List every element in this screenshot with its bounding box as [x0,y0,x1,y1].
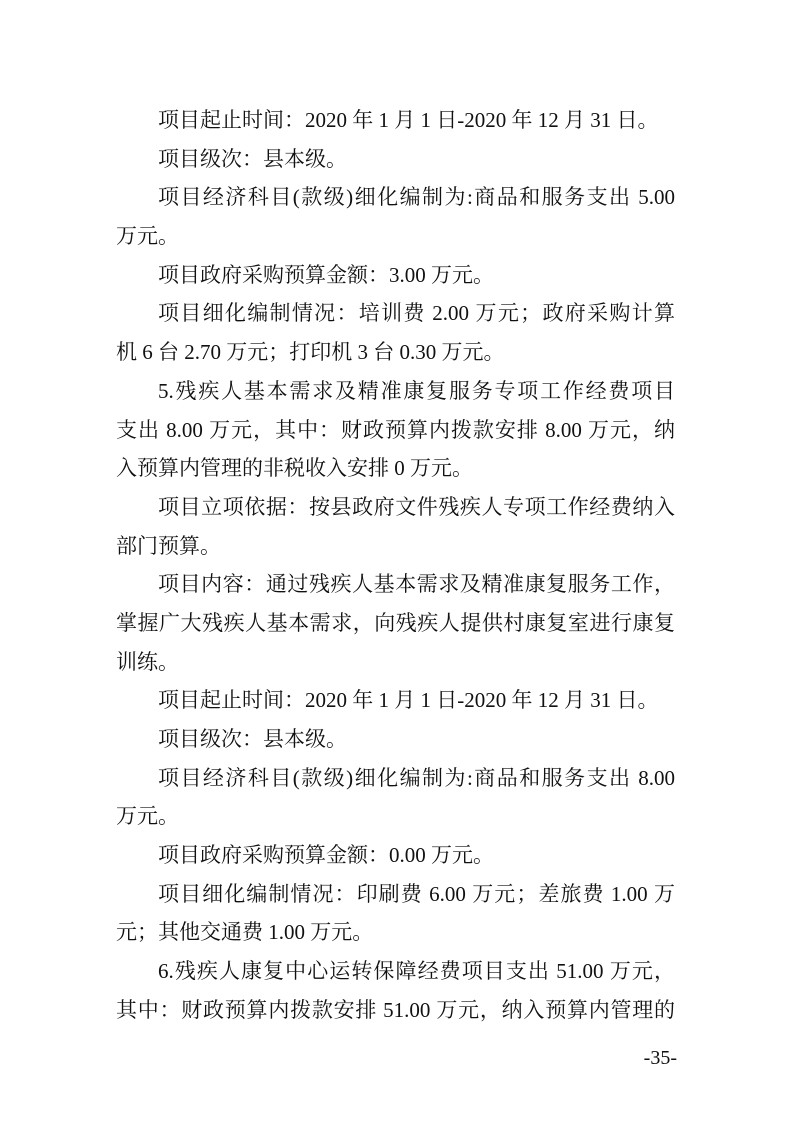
paragraph [116,140,675,179]
text-line: 部门预算。 [116,533,221,558]
text-line: 机 6 台 2.70 万元；打印机 3 台 0.30 万元。 [116,340,505,365]
text-line: 项目细化编制情况：培训费 2.00 万元；政府采购计算 [158,301,675,326]
paragraph [116,759,675,836]
text-line: 项目起止时间：2020 年 1 月 1 日-2020 年 12 月 31 日。 [158,688,659,713]
text-line: 6.残疾人康复中心运转保障经费项目支出 51.00 万元， [158,959,675,984]
text-line: 训练。 [116,649,179,674]
text-line: 元；其他交通费 1.00 万元。 [116,920,374,945]
text-line: 项目细化编制情况：印刷费 6.00 万元；差旅费 1.00 万 [158,881,675,906]
paragraph [116,681,675,720]
text-line: 项目级次：县本级。 [158,146,347,171]
text-line: 项目级次：县本级。 [158,727,347,751]
body-text [116,101,675,1030]
text-line: 项目内容：通过残疾人基本需求及精准康复服务工作， [158,572,675,597]
text-line: 其中：财政预算内拨款安排 51.00 万元，纳入预算内管理的 [116,997,675,1022]
text-line: 掌握广大残疾人基本需求，向残疾人提供村康复室进行康复 [116,610,675,635]
paragraph [116,720,675,759]
page-number: -35- [643,1047,677,1069]
text-line: 项目政府采购预算金额：3.00 万元。 [158,262,494,287]
text-line: 项目政府采购预算金额：0.00 万元。 [158,843,494,868]
text-line: 支出 8.00 万元，其中：财政预算内拨款安排 8.00 万元，纳 [116,417,675,442]
paragraph [116,565,675,681]
paragraph [116,101,675,140]
paragraph [116,836,675,875]
paragraph [116,372,675,488]
paragraph [116,875,675,952]
text-line: 项目起止时间：2020 年 1 月 1 日-2020 年 12 月 31 日。 [158,108,659,132]
paragraph [116,952,675,1029]
text-line: 项目立项依据：按县政府文件残疾人专项工作经费纳入 [158,494,675,519]
paragraph [116,256,675,295]
paragraph [116,294,675,371]
paragraph [116,178,675,255]
text-line: 万元。 [116,804,179,829]
text-line: 万元。 [116,224,179,249]
paragraph [116,488,675,565]
text-line: 入预算内管理的非税收入安排 0 万元。 [116,456,473,481]
text-line: 项目经济科目(款级)细化编制为:商品和服务支出 5.00 [158,185,675,210]
text-line: 5.残疾人基本需求及精准康复服务专项工作经费项目 [158,378,675,403]
text-line: 项目经济科目(款级)细化编制为:商品和服务支出 8.00 [158,765,675,790]
